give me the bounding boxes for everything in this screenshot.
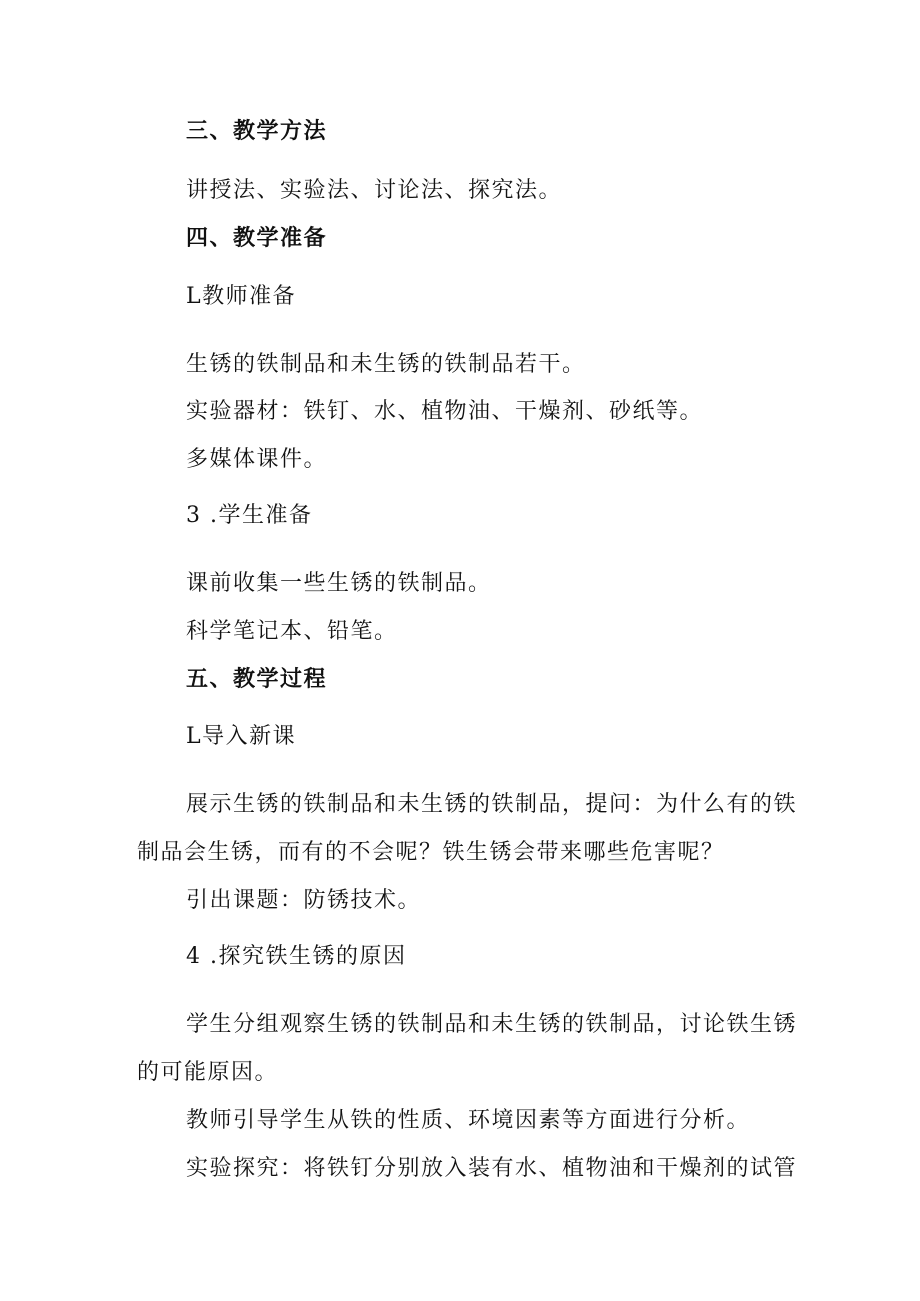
subheading-teacher-preparation: L教师准备: [186, 284, 297, 309]
intro-paragraph-line: 展示生锈的铁制品和未生锈的铁制品，提问：为什么有的铁: [186, 792, 798, 817]
subheading-student-preparation: 3 .学生准备: [186, 503, 313, 528]
student-prep-item: 课前收集一些生锈的铁制品。: [186, 571, 492, 596]
explore-paragraph-line: 学生分组观察生锈的铁制品和未生锈的铁制品，讨论铁生锈: [186, 1012, 798, 1037]
intro-paragraph-line: 引出课题：防锈技术。: [186, 888, 422, 913]
intro-paragraph-line: 制品会生锈，而有的不会呢？铁生锈会带来哪些危害呢？: [137, 840, 725, 865]
subheading-introduction: L导入新课: [186, 724, 297, 749]
explore-paragraph-line: 的可能原因。: [137, 1060, 279, 1085]
student-prep-item: 科学笔记本、铅笔。: [186, 619, 398, 644]
section-heading-teaching-preparation: 四、教学准备: [186, 226, 328, 251]
teacher-prep-item: 多媒体课件。: [186, 447, 328, 472]
section-heading-teaching-process: 五、教学过程: [186, 667, 328, 692]
explore-paragraph-line: 教师引导学生从铁的性质、环境因素等方面进行分析。: [186, 1108, 751, 1133]
section-heading-teaching-methods: 三、教学方法: [186, 119, 328, 144]
explore-paragraph-line: 实验探究：将铁钉分别放入装有水、植物油和干燥剂的试管: [186, 1156, 798, 1181]
teacher-prep-item: 生锈的铁制品和未生锈的铁制品若干。: [186, 352, 586, 377]
methods-text: 讲授法、实验法、讨论法、探究法。: [186, 178, 563, 203]
subheading-explore-rust-causes: 4 .探究铁生锈的原因: [186, 944, 407, 969]
teacher-prep-item: 实验器材：铁钉、水、植物油、干燥剂、砂纸等。: [186, 399, 704, 424]
